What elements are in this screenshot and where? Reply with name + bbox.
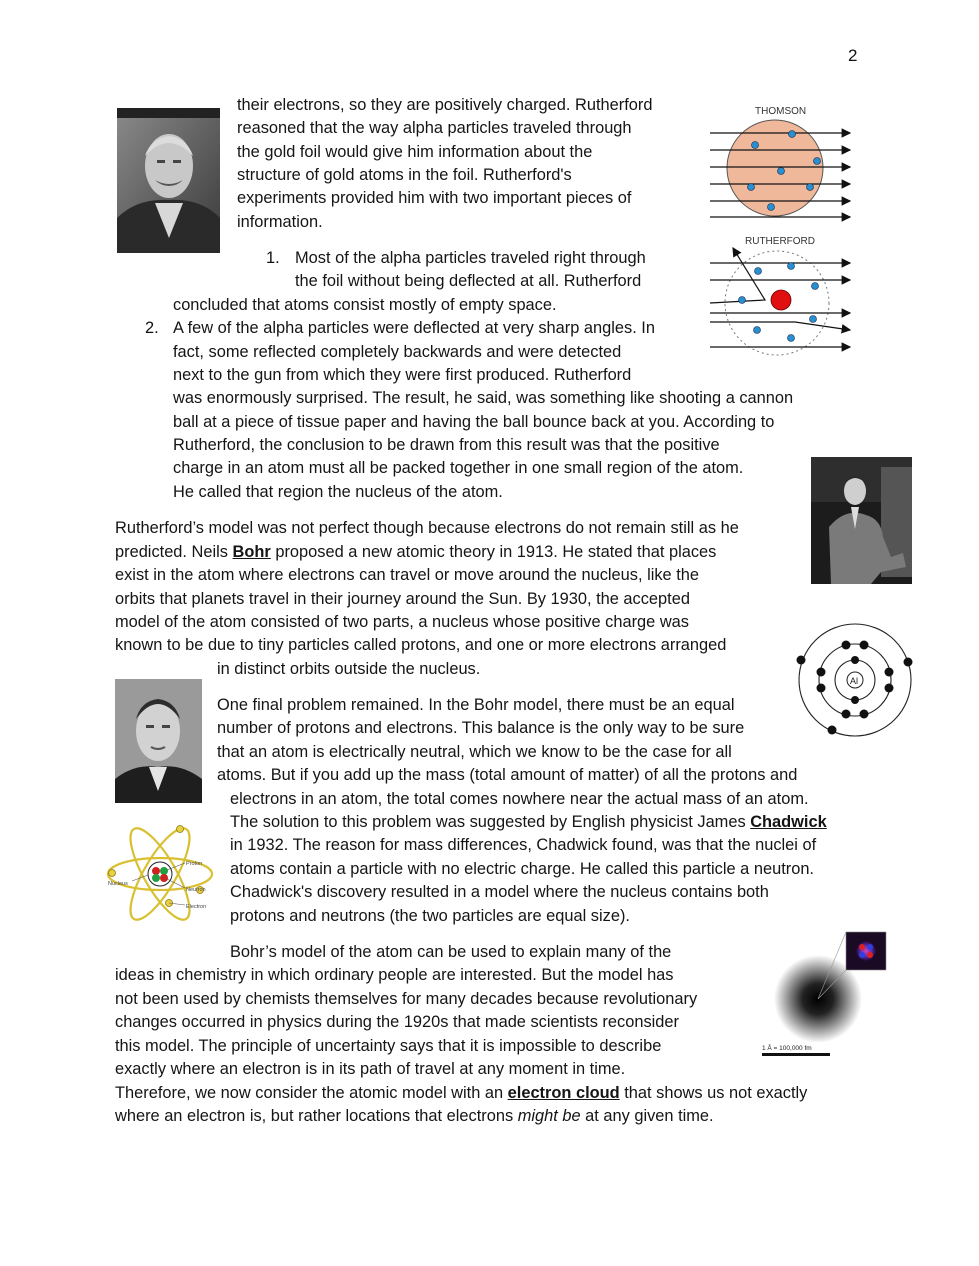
list-number: 2. <box>145 319 159 337</box>
text-line: concluded that atoms consist mostly of empty space. <box>173 296 557 314</box>
text-line: ball at a piece of tissue paper and having the ball bounce back at you. According to <box>173 413 775 431</box>
text-line: that an atom is electrically neutral, which we know to be the case for all <box>217 743 732 761</box>
nucleus-label: Nucleus <box>108 881 128 887</box>
text-span: that shows us not exactly <box>619 1084 808 1102</box>
proton-label: Proton <box>186 861 203 867</box>
text-line: exist in the atom where electrons can travel or move around the nucleus, like the <box>115 566 699 584</box>
text-span: where an electron is, but rather locations that electrons <box>115 1107 518 1125</box>
rutherford-nucleus <box>771 290 791 310</box>
text-line: known to be due to tiny particles called protons, and one or more electrons arranged <box>115 636 727 654</box>
text-line: this model. The principle of uncertainty says that it is impossible to describe <box>115 1037 662 1055</box>
text-span: at any given time. <box>580 1107 714 1125</box>
text-line: atoms. But if you add up the mass (total amount of matter) of all the protons and <box>217 766 798 784</box>
text-span: proposed a new atomic theory in 1913. He stated that places <box>270 543 717 561</box>
text-line: experiments provided him with two important pieces of <box>237 189 632 207</box>
text-line <box>115 1083 807 1103</box>
electron-cloud-diagram <box>758 928 890 1060</box>
bohr-portrait-photo <box>115 679 202 803</box>
text-line: A few of the alpha particles were deflected at very sharp angles. In <box>173 319 655 337</box>
text-line: Rutherford, the conclusion to be drawn from this result was that the positive <box>173 436 720 454</box>
bohr-seated-photo <box>811 457 912 584</box>
text-line: charge in an atom must all be packed together in one small region of the atom. <box>173 459 744 477</box>
text-line: electrons in an atom, the total comes nowhere near the actual mass of an atom. <box>230 790 809 808</box>
nucleus-symbol: Al <box>850 676 859 686</box>
text-line <box>230 812 827 832</box>
text-line: the foil without being deflected at all. Rutherford <box>295 272 642 290</box>
text-line: the gold foil would give him information about the <box>237 143 593 161</box>
electron-label: Electron <box>186 904 207 910</box>
text-line: fact, some reflected completely backwards and were detected <box>173 343 622 361</box>
text-line: atoms contain a particle with no electric charge. He called this particle a neutron. <box>230 860 814 878</box>
neutron-label: Neutron <box>186 887 206 893</box>
text-line: information. <box>237 213 323 231</box>
bohr-link[interactable]: Bohr <box>232 543 271 561</box>
thomson-rutherford-diagram <box>705 100 855 360</box>
text-line: He called that region the nucleus of the atom. <box>173 483 503 501</box>
bohr-model-diagram <box>796 622 914 740</box>
text-span: predicted. Neils <box>115 543 233 561</box>
text-line: number of protons and electrons. This balance is the only way to be sure <box>217 719 745 737</box>
text-line: model of the atom consisted of two parts, a nucleus whose positive charge was <box>115 613 689 631</box>
rutherford-label: RUTHERFORD <box>745 236 815 247</box>
text-line: their electrons, so they are positively charged. Rutherford <box>237 96 653 114</box>
text-span: The solution to this problem was suggested by English physicist James <box>230 813 751 831</box>
thomson-label: THOMSON <box>755 106 807 117</box>
text-line: not been used by chemists themselves for many decades because revolutionary <box>115 990 698 1008</box>
text-line: Rutherford’s model was not perfect though because electrons do not remain still as he <box>115 519 739 537</box>
electron-cloud-link[interactable]: electron cloud <box>507 1084 620 1102</box>
text-line <box>115 542 716 562</box>
text-line: Most of the alpha particles traveled right through <box>295 249 646 267</box>
text-line <box>115 1106 714 1126</box>
thomson-sphere <box>727 120 823 216</box>
text-span: Therefore, we now consider the atomic model with an <box>115 1084 508 1102</box>
text-line: next to the gun from which they were first produced. Rutherford <box>173 366 632 384</box>
rutherford-photo <box>117 108 220 253</box>
italic-text: might be <box>517 1107 581 1125</box>
atom-orbit-diagram <box>105 815 215 933</box>
text-line: Bohr’s model of the atom can be used to explain many of the <box>230 943 672 961</box>
text-line: ideas in chemistry in which ordinary people are interested. But the model has <box>115 966 674 984</box>
text-line: structure of gold atoms in the foil. Rutherford's <box>237 166 572 184</box>
chadwick-link[interactable]: Chadwick <box>750 813 827 831</box>
text-line: protons and neutrons (the two particles are equal size). <box>230 907 630 925</box>
page-number: 2 <box>848 46 858 65</box>
text-line: orbits that planets travel in their journey around the Sun. By 1930, the accepted <box>115 590 690 608</box>
scale-bar <box>762 1053 830 1056</box>
text-line: in distinct orbits outside the nucleus. <box>217 660 481 678</box>
text-line: exactly where an electron is in its path of travel at any moment in time. <box>115 1060 626 1078</box>
list-number: 1. <box>266 249 280 267</box>
scale-label: 1 Å = 100,000 fm <box>762 1045 812 1052</box>
text-line: reasoned that the way alpha particles traveled through <box>237 119 632 137</box>
text-line: changes occurred in physics during the 1920s that made scientists reconsider <box>115 1013 679 1031</box>
text-line: in 1932. The reason for mass differences, Chadwick found, was that the nuclei of <box>230 836 817 854</box>
text-line: was enormously surprised. The result, he said, was something like shooting a cannon <box>173 389 794 407</box>
text-line: Chadwick's discovery resulted in a model where the nucleus contains both <box>230 883 769 901</box>
text-line: One final problem remained. In the Bohr model, there must be an equal <box>217 696 735 714</box>
